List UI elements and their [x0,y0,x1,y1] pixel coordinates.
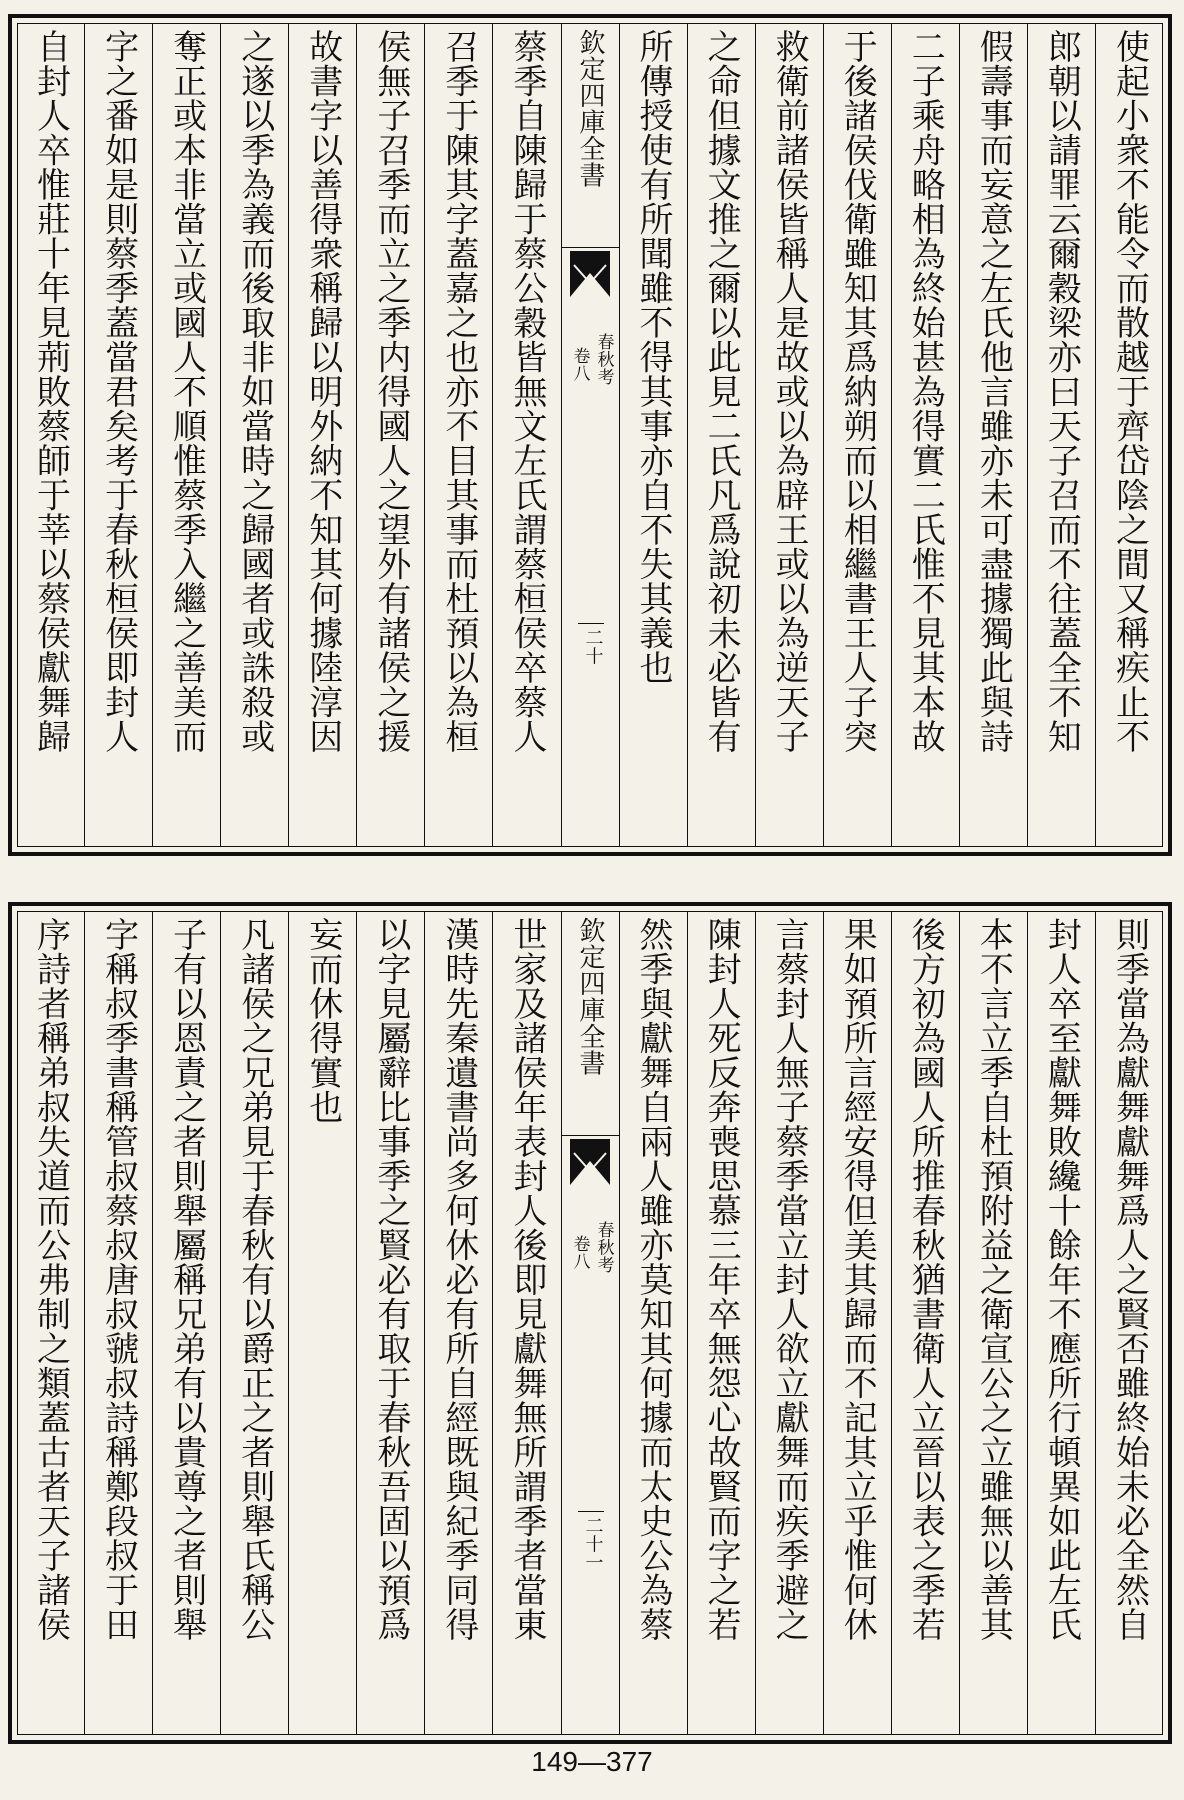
page-bottom [0,888,1184,1748]
text-column: 子有以恩責之者則舉屬稱兄弟有以貴尊之者則舉 [152,911,220,1735]
page-footer-number: 149—377 [531,1746,653,1777]
text-column: 漢時先秦遺書尚多何休必有所自經既與紀季同得 [424,911,492,1735]
text-column: 後方初為國人所推春秋猶書衛人立晉以表之季若 [891,911,959,1735]
center-fold [561,23,619,847]
page-number: 二十 [578,623,604,665]
text-column: 字稱叔季書稱管叔蔡叔唐叔虢叔詩稱鄭段叔于田 [84,911,152,1735]
center-fold [561,911,619,1735]
text-column: 召季于陳其字蓋嘉之也亦不目其事而杜預以為桓 [424,23,492,847]
text-column: 凡諸侯之兄弟見于春秋有以爵正之者則舉氏稱公 [220,911,288,1735]
text-column: 于後諸侯伐衛雖知其爲納朔而以相繼書王人子突 [823,23,891,847]
text-column: 陳封人死反奔喪思慕三年卒無怨心故賢而字之若 [687,911,755,1735]
fishtail-mark-icon [570,251,610,297]
page-top [0,0,1184,860]
text-column: 則季當為獻舞獻舞爲人之賢否雖終始未必全然自 [1095,911,1163,1735]
text-column: 之命但據文推之爾以此見二氏凡爲說初未必皆有 [687,23,755,847]
text-column: 言蔡封人無子蔡季當立封人欲立獻舞而疾季避之 [755,911,823,1735]
text-column: 封人卒至獻舞敗纔十餘年不應所行頓異如此左氏 [1027,911,1095,1735]
text-column: 之遂以季為義而後取非如當時之歸國者或誅殺或 [220,23,288,847]
text-column: 果如預所言經安得但美其歸而不記其立乎惟何休 [823,911,891,1735]
text-column: 假壽事而妄意之左氏他言雖亦未可盡據獨此與詩 [959,23,1027,847]
text-column: 二子乘舟略相為終始甚為得實二氏惟不見其本故 [891,23,959,847]
text-column: 然季與獻舞自兩人雖亦莫知其何據而太史公為蔡 [619,911,687,1735]
text-column: 使起小衆不能令而散越于齊岱陰之間又稱疾止不 [1095,23,1163,847]
text-column: 蔡季自陳歸于蔡公穀皆無文左氏謂蔡桓侯卒蔡人 [492,23,560,847]
text-column: 自封人卒惟莊十年見荊敗蔡師于莘以蔡侯獻舞歸 [30,29,71,754]
text-columns [17,23,1163,847]
text-column: 侯無子召季而立之季内得國人之望外有諸侯之援 [356,23,424,847]
volume-label: 卷八 [569,1235,590,1270]
page-number: 二十一 [578,1511,604,1572]
header-title: 欽定四庫全書 [562,23,619,248]
text-column: 救衛前諸侯皆稱人是故或以為辟王或以為逆天子 [755,23,823,847]
text-column: 郎朝以請罪云爾穀梁亦曰天子召而不往蓋全不知 [1027,23,1095,847]
book-info [568,1221,614,1351]
book-title: 春秋考 [593,1221,614,1274]
text-column: 妄而休得實也 [288,911,356,1735]
text-column: 奪正或本非當立或國人不順惟蔡季入繼之善美而 [152,23,220,847]
fishtail-mark-icon [570,1139,610,1185]
text-column: 字之番如是則蔡季蓋當君矣考于春秋桓侯即封人 [84,23,152,847]
text-column: 序詩者稱弟叔失道而公弗制之類蓋古者天子諸侯 [30,917,71,1642]
text-column: 本不言立季自杜預附益之衛宣公之立雖無以善其 [959,911,1027,1735]
text-column: 以字見屬辭比事季之賢必有取于春秋吾固以預爲 [356,911,424,1735]
volume-label: 卷八 [569,347,590,382]
text-column: 故書字以善得衆稱歸以明外納不知其何據陸淳因 [288,23,356,847]
header-title: 欽定四庫全書 [562,911,619,1136]
book-info [568,333,614,463]
text-column: 所傳授使有所聞雖不得其事亦自不失其義也 [619,23,687,847]
text-columns [17,911,1163,1735]
book-title: 春秋考 [593,333,614,386]
text-column: 世家及諸侯年表封人後即見獻舞無所謂季者當東 [492,911,560,1735]
